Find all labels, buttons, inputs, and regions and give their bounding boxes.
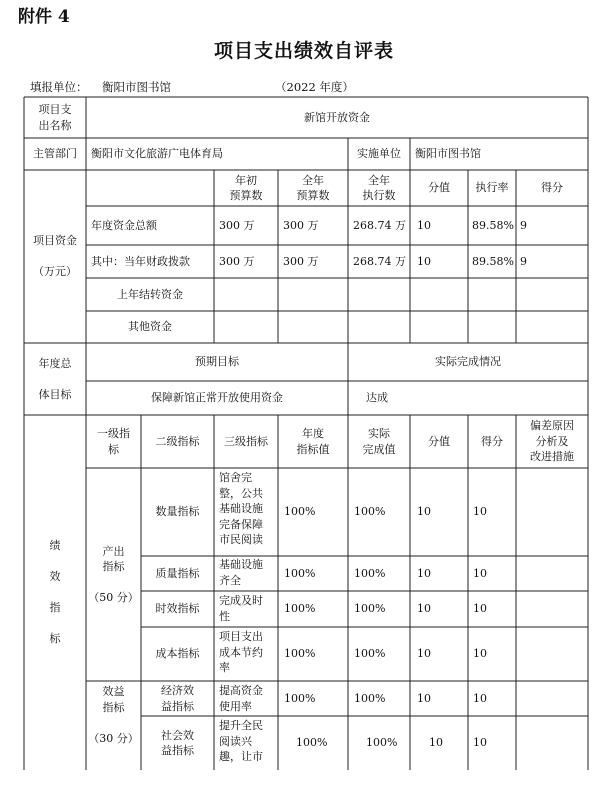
attachment-label: 附件 4 <box>18 7 70 27</box>
ind-row-actual: 100% <box>366 736 398 750</box>
funds-row-annual: 300 万 <box>283 254 319 268</box>
ind-row-score: 10 <box>417 505 431 519</box>
funds-row-annual: 300 万 <box>283 218 319 232</box>
ind-row-l2: 数量指标 <box>155 505 200 519</box>
ind-row-target: 100% <box>284 566 316 580</box>
fill-unit-label: 填报单位： <box>30 80 88 94</box>
ind-row-actual: 100% <box>354 691 386 705</box>
ind-row-score: 10 <box>429 736 443 750</box>
funds-row-name: 上年结转资金 <box>117 287 183 301</box>
funds-row-initial: 300 万 <box>219 218 255 232</box>
ind-row-score: 10 <box>417 566 431 580</box>
ind-header-l2: 二级指标 <box>155 434 200 448</box>
funds-header-executed: 全年 执行数 <box>362 173 396 202</box>
ind-header-deviation: 偏差原因 分析及 改进措施 <box>530 419 574 464</box>
funds-row-executed: 268.74 万 <box>353 254 406 268</box>
ind-row-got: 10 <box>473 505 487 519</box>
indicators-label: 绩 效 指 标 <box>49 539 61 646</box>
ind-header-score: 分值 <box>428 434 450 448</box>
ind-row-l3: 提高资金 使用率 <box>219 684 263 713</box>
ind-header-target: 年度 指标值 <box>296 427 330 456</box>
ind-row-score: 10 <box>417 647 431 661</box>
funds-row-got: 9 <box>520 254 527 268</box>
ind-row-got: 10 <box>473 566 487 580</box>
ind-header-l1: 一级指 标 <box>97 427 130 456</box>
actual-goal: 达成 <box>366 391 388 405</box>
ind-group-benefit: 效益 指标 （30 分） <box>88 685 139 745</box>
funds-row-executed: 268.74 万 <box>353 218 406 232</box>
ind-row-actual: 100% <box>354 602 386 616</box>
ind-row-l2: 经济效 益指标 <box>161 684 194 713</box>
funds-row-initial: 300 万 <box>219 254 255 268</box>
report-year: （2022 年度） <box>275 80 354 94</box>
ind-row-actual: 100% <box>354 566 386 580</box>
ind-row-target: 100% <box>284 691 316 705</box>
impl-label: 实施单位 <box>357 147 401 161</box>
ind-row-target: 100% <box>284 602 316 616</box>
funds-header-rate: 执行率 <box>475 181 509 195</box>
ind-row-l2: 社会效 益指标 <box>161 728 194 757</box>
ind-row-l3: 基础设施 齐全 <box>219 558 263 587</box>
ind-row-l2: 质量指标 <box>155 566 200 580</box>
ind-header-got: 得分 <box>481 434 503 448</box>
actual-header: 实际完成情况 <box>435 355 501 369</box>
ind-row-target: 100% <box>284 505 316 519</box>
funds-row-got: 9 <box>520 218 527 232</box>
funds-row-score: 10 <box>417 254 431 268</box>
funds-header-annual: 全年 预算数 <box>296 173 330 202</box>
ind-row-l3: 提升全民 阅读兴 趣，让市 <box>219 719 263 763</box>
ind-row-l3: 馆舍完 整，公共 基础设施 完备保障 市民阅读 <box>219 471 263 546</box>
dept-value: 衡阳市文化旅游广电体育局 <box>91 147 223 161</box>
ind-row-l2: 成本指标 <box>155 647 200 661</box>
ind-row-score: 10 <box>417 602 431 616</box>
funds-row-rate: 89.58% <box>472 254 514 268</box>
ind-header-actual: 实际 完成值 <box>362 427 396 456</box>
funds-header-initial: 年初 预算数 <box>229 173 263 202</box>
impl-value: 衡阳市图书馆 <box>415 147 481 161</box>
ind-row-actual: 100% <box>354 505 386 519</box>
ind-row-target: 100% <box>296 736 328 750</box>
ind-row-l2: 时效指标 <box>155 602 200 616</box>
ind-row-target: 100% <box>284 647 316 661</box>
project-name: 新馆开放资金 <box>304 110 370 124</box>
ind-row-got: 10 <box>473 647 487 661</box>
ind-row-actual: 100% <box>354 647 386 661</box>
funds-label: 项目资金 （万元） <box>33 234 77 279</box>
funds-row-name: 其中：当年财政拨款 <box>91 254 190 268</box>
ind-row-l3: 完成及时 性 <box>219 594 263 623</box>
funds-row-name: 年度资金总额 <box>91 218 157 232</box>
fill-unit-value: 衡阳市图书馆 <box>102 80 171 94</box>
ind-row-l3: 项目支出 成本节约 率 <box>219 630 263 674</box>
ind-row-score: 10 <box>417 691 431 705</box>
goals-label: 年度总 体目标 <box>38 356 72 401</box>
expected-header: 预期目标 <box>195 355 239 369</box>
ind-row-got: 10 <box>473 736 487 750</box>
expected-goal: 保障新馆正常开放使用资金 <box>151 391 283 405</box>
funds-row-name: 其他资金 <box>128 320 172 334</box>
funds-row-rate: 89.58% <box>472 218 514 232</box>
dept-label: 主管部门 <box>33 147 77 161</box>
page-title: 项目支出绩效自评表 <box>213 40 394 62</box>
ind-group-output: 产出 指标 （50 分） <box>88 544 139 604</box>
ind-header-l3: 三级指标 <box>224 434 268 448</box>
funds-header-score: 分值 <box>428 181 450 195</box>
project-name-label: 项目支 出名称 <box>38 103 72 132</box>
ind-row-got: 10 <box>473 691 487 705</box>
funds-header-got: 得分 <box>541 181 563 195</box>
funds-row-score: 10 <box>417 218 431 232</box>
ind-row-got: 10 <box>473 602 487 616</box>
